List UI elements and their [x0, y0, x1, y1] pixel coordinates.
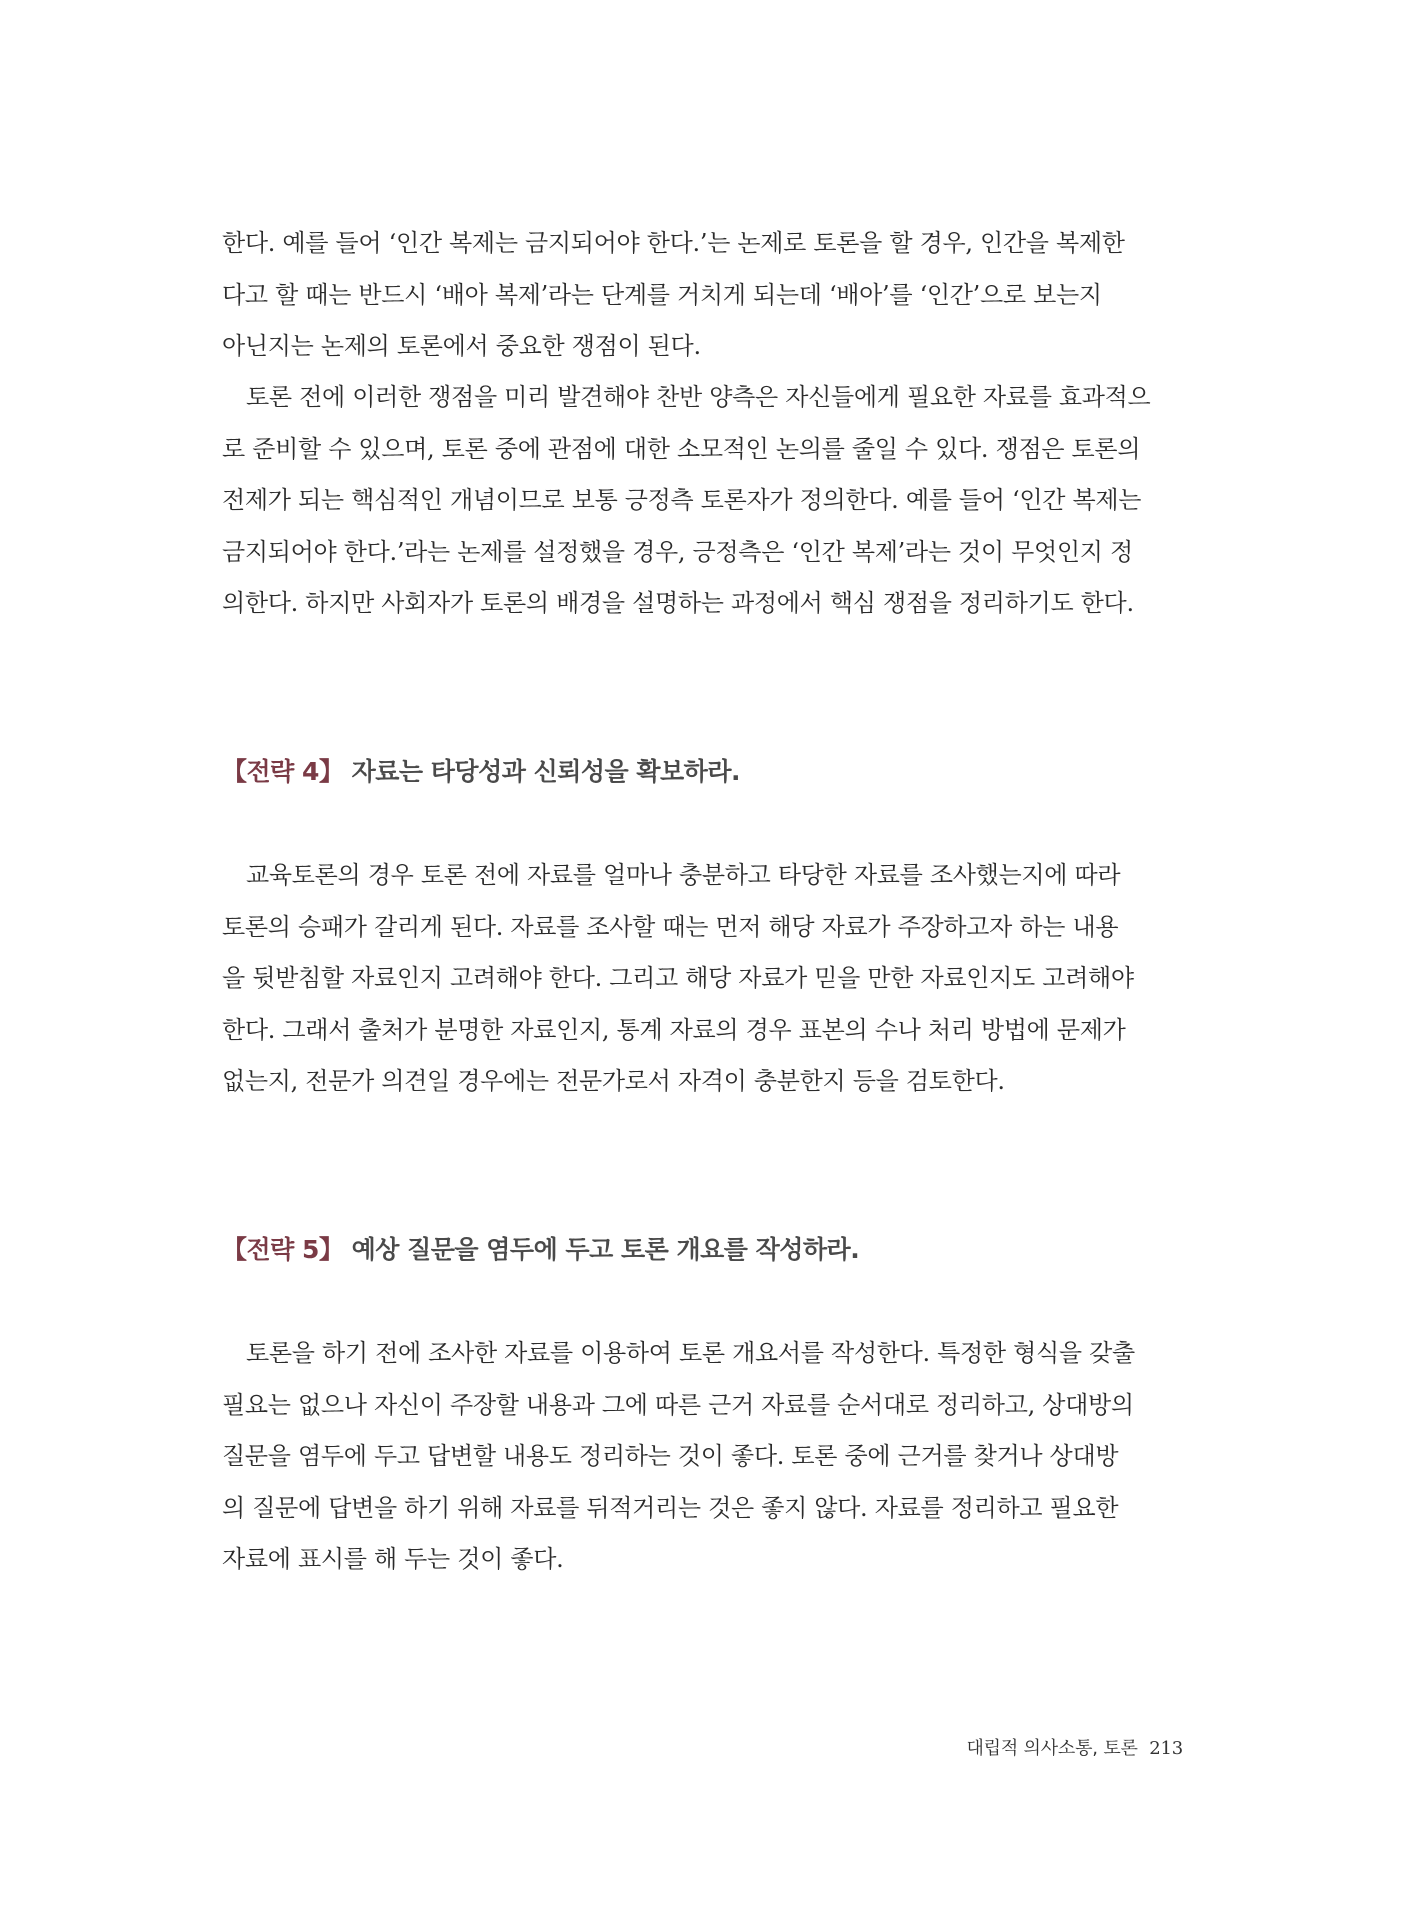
strategy-tag: 【전략 4】 [222, 757, 344, 786]
paragraph-intro-1 [222, 218, 1125, 373]
paragraph-strategy-4 [222, 850, 1134, 1108]
text-line: 한다. 예를 들어 ‘인간 복제는 금지되어야 한다.’는 논제로 토론을 할 경우, 인간을 복제한 [222, 229, 1125, 257]
text-line: 다고 할 때는 반드시 ‘배아 복제’라는 단계를 거치게 되는데 ‘배아’를 ‘인간’으로 보는지 [222, 280, 1102, 309]
section-title: 자료는 타당성과 신뢰성을 확보하라. [351, 757, 740, 786]
section-heading-strategy-5 [222, 1230, 859, 1270]
text-line: 토론을 하기 전에 조사한 자료를 이용하여 토론 개요서를 작성한다. 특정한 형식을 갖출 [246, 1339, 1135, 1367]
text-line: 금지되어야 한다.’라는 논제를 설정했을 경우, 긍정측은 ‘인간 복제’라는 것이 무엇인지 정 [222, 537, 1133, 566]
text-line: 의 질문에 답변을 하기 위해 자료를 뒤적거리는 것은 좋지 않다. 자료를 정리하고 필요한 [222, 1493, 1119, 1522]
text-line: 아닌지는 논제의 토론에서 중요한 쟁점이 된다. [222, 332, 701, 360]
text-line: 토론의 승패가 갈리게 된다. 자료를 조사할 때는 먼저 해당 자료가 주장하고자 하는 내용 [222, 912, 1119, 941]
section-title: 예상 질문을 염두에 두고 토론 개요를 작성하라. [351, 1235, 860, 1264]
paragraph-intro-2 [222, 372, 1150, 630]
text-line: 토론 전에 이러한 쟁점을 미리 발견해야 찬반 양측은 자신들에게 필요한 자료를 효과적으 [246, 383, 1151, 411]
text-line: 자료에 표시를 해 두는 것이 좋다. [222, 1545, 564, 1573]
text-line: 교육토론의 경우 토론 전에 자료를 얼마나 충분하고 타당한 자료를 조사했는지에 따라 [246, 861, 1121, 889]
text-line: 의한다. 하지만 사회자가 토론의 배경을 설명하는 과정에서 핵심 쟁점을 정리하기도 한다. [222, 589, 1134, 617]
section-heading-strategy-4 [222, 752, 740, 792]
text-line: 을 뒷받침할 자료인지 고려해야 한다. 그리고 해당 자료가 믿을 만한 자료인지도 고려해야 [222, 964, 1134, 992]
page-number: 213 [1149, 1738, 1183, 1759]
text-line: 한다. 그래서 출처가 분명한 자료인지, 통계 자료의 경우 표본의 수나 처리 방법에 문제가 [222, 1015, 1126, 1044]
strategy-tag: 【전략 5】 [222, 1235, 344, 1264]
text-line: 필요는 없으나 자신이 주장할 내용과 그에 따른 근거 자료를 순서대로 정리하고, 상대방의 [222, 1390, 1134, 1419]
text-line: 로 준비할 수 있으며, 토론 중에 관점에 대한 소모적인 논의를 줄일 수 있다. 쟁점은 토론의 [222, 434, 1141, 463]
text-line: 전제가 되는 핵심적인 개념이므로 보통 긍정측 토론자가 정의한다. 예를 들어 ‘인간 복제는 [222, 486, 1142, 514]
text-line: 없는지, 전문가 의견일 경우에는 전문가로서 자격이 충분한지 등을 검토한다. [222, 1067, 1005, 1095]
running-title: 대립적 의사소통, 토론 [966, 1738, 1138, 1759]
text-line: 질문을 염두에 두고 답변할 내용도 정리하는 것이 좋다. 토론 중에 근거를 찾거나 상대방 [222, 1442, 1119, 1470]
paragraph-strategy-5 [222, 1328, 1135, 1586]
page-footer [966, 1734, 1183, 1760]
